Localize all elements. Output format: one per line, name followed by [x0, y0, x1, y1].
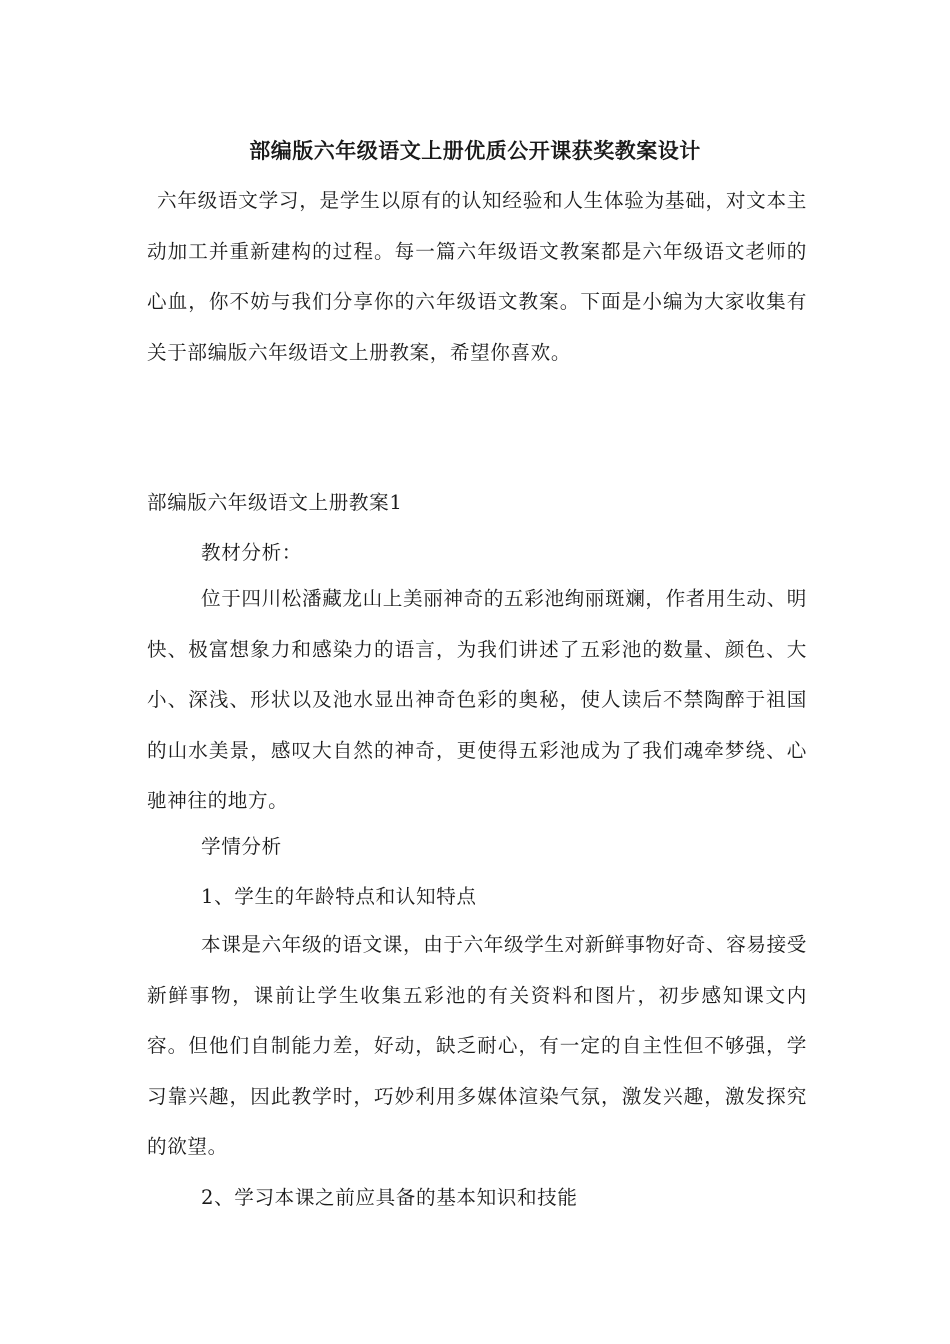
point-2-heading: 2、学习本课之前应具备的基本知识和技能	[201, 1186, 578, 1209]
document-title: 部编版六年级语文上册优质公开课获奖教案设计	[249, 139, 701, 163]
material-analysis-paragraph: 位于四川松潘藏龙山上美丽神奇的五彩池绚丽斑斓，作者用生动、明快、极富想象力和感染力的语言，为我们讲述了五彩池的数量、颜色、大小、深浅、形状以及池水显出神奇色彩的奥秘，使人读后不禁陶醉于祖国的山水美景，感叹大自然的神奇，更使得五彩池成为了我们魂牵梦绕、心驰神往的地方。	[147, 587, 807, 812]
student-analysis-label: 学情分析	[201, 835, 282, 858]
intro-paragraph: 六年级语文学习，是学生以原有的认知经验和人生体验为基础，对文本主动加工并重新建构的过程。每一篇六年级语文教案都是六年级语文老师的心血，你不妨与我们分享你的六年级语文教案。下面是小编为大家收集有关于部编版六年级语文上册教案，希望你喜欢。	[147, 189, 807, 364]
material-analysis-label: 教材分析：	[201, 541, 302, 564]
section-heading: 部编版六年级语文上册教案1	[147, 491, 403, 514]
point-1-heading: 1、学生的年龄特点和认知特点	[201, 885, 477, 908]
point-1-paragraph: 本课是六年级的语文课，由于六年级学生对新鲜事物好奇、容易接受新鲜事物，课前让学生收集五彩池的有关资料和图片，初步感知课文内容。但他们自制能力差，好动，缺乏耐心，有一定的自主性但不够强，学习靠兴趣，因此教学时，巧妙利用多媒体渲染气氛，激发兴趣，激发探究的欲望。	[147, 933, 807, 1158]
